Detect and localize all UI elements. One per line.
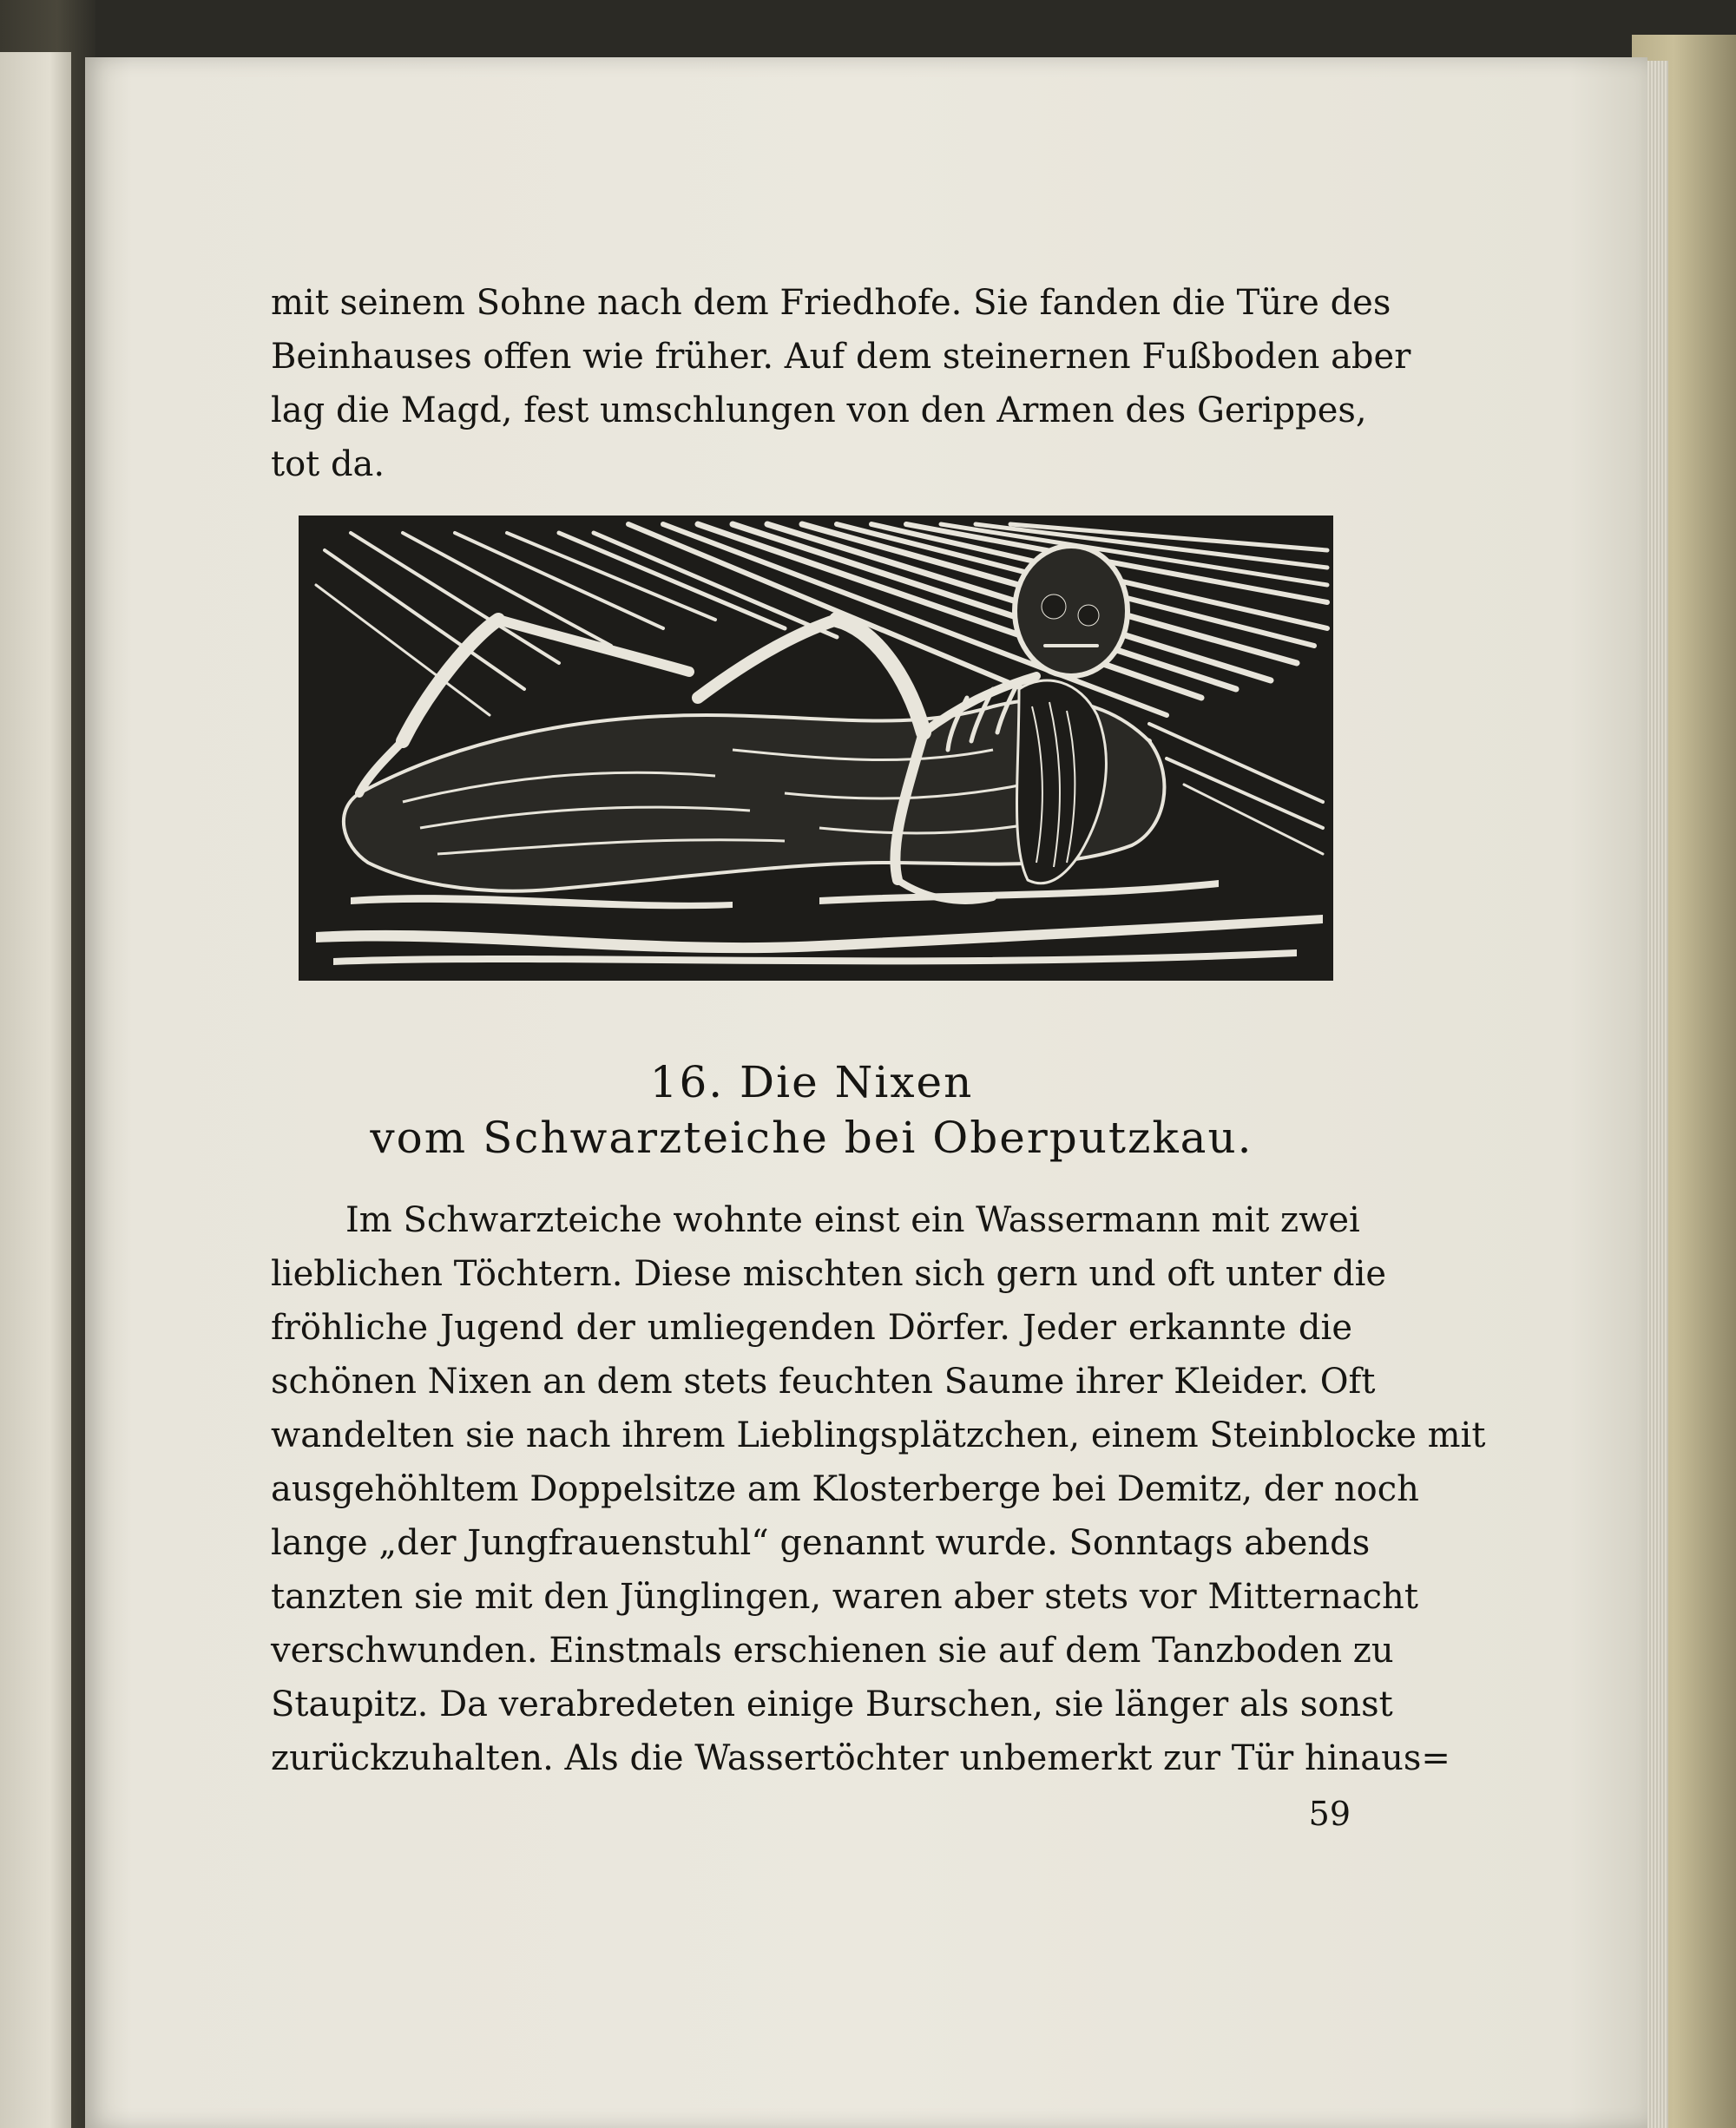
- woodcut-skeleton-embracing-woman-icon: [299, 516, 1333, 981]
- text-line: mit seinem Sohne nach dem Friedhofe. Sie fanden die Türe des: [271, 283, 1391, 323]
- text-line: schönen Nixen an dem stets feuchten Saume ihrer Kleider. Oft: [271, 1362, 1376, 1402]
- woodcut-illustration: [299, 516, 1333, 981]
- chapter-heading-subtitle: vom Schwarzteiche bei Oberputzkau.: [370, 1113, 1253, 1163]
- left-page-edge: [0, 52, 71, 2128]
- text-line: lieblichen Töchtern. Diese mischten sich gern und oft unter die: [271, 1254, 1387, 1294]
- text-line: Beinhauses offen wie früher. Auf dem steinernen Fußboden aber: [271, 337, 1411, 377]
- text-line: wandelten sie nach ihrem Lieblingsplätzchen, einem Steinblocke mit: [271, 1415, 1486, 1455]
- page-edge-stack: [1647, 61, 1668, 2128]
- text-line: lange „der Jungfrauenstuhl“ genannt wurde. Sonntags abends: [271, 1523, 1371, 1563]
- chapter-heading-title: 16. Die Nixen: [649, 1057, 974, 1107]
- text-line: tanzten sie mit den Jünglingen, waren aber stets vor Mitternacht: [271, 1577, 1418, 1617]
- text-line: lag die Magd, fest umschlungen von den Armen des Gerippes,: [271, 391, 1367, 430]
- text-line: ausgehöhltem Doppelsitze am Klosterberge bei Demitz, der noch: [271, 1469, 1419, 1509]
- paragraph-main: [271, 1193, 1486, 1785]
- text-line: Im Schwarzteiche wohnte einst ein Wassermann mit zwei: [345, 1200, 1360, 1240]
- text-line: Staupitz. Da verabredeten einige Burschen, sie länger als sonst: [271, 1685, 1393, 1724]
- text-line: tot da.: [271, 444, 385, 484]
- paragraph-top: [271, 276, 1411, 491]
- text-line: fröhliche Jugend der umliegenden Dörfer. Jeder erkannte die: [271, 1308, 1352, 1348]
- text-line: verschwunden. Einstmals erschienen sie auf dem Tanzboden zu: [271, 1631, 1394, 1671]
- page-number: 59: [1308, 1795, 1351, 1833]
- text-line: zurückzuhalten. Als die Wassertöchter unbemerkt zur Tür hinaus=: [271, 1738, 1450, 1778]
